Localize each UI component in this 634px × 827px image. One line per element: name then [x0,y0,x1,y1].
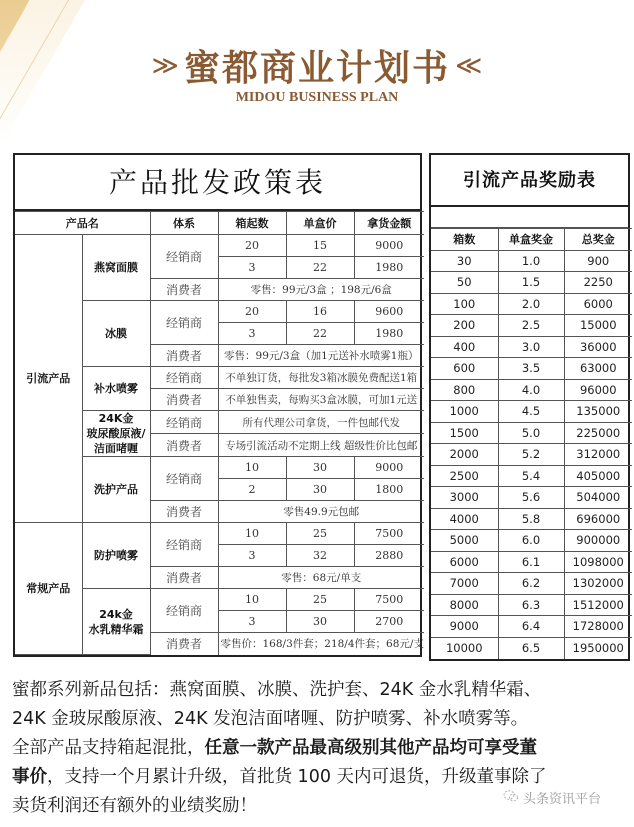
amount: 9000 [354,235,424,257]
table-row [431,272,632,294]
unit-price: 30 [286,457,354,479]
product-name: 燕窝面膜 [82,235,150,301]
col-header-system: 体系 [150,212,218,235]
table-row [431,315,632,337]
table-row [431,293,632,315]
boxes: 7000 [431,573,498,595]
policy-table-title: 产品批发政策表 [15,155,420,211]
total-bonus: 2250 [564,272,632,294]
unit-price: 16 [286,301,354,323]
table-row [431,573,632,595]
product-name-line: 24k金 [99,607,133,621]
total-bonus: 1512000 [564,594,632,616]
product-name: 防护喷雾 [82,523,150,589]
amount: 2880 [354,545,424,567]
page-title: 蜜都商业计划书 [183,47,450,89]
chevron-left-double-icon: ≪ [455,50,483,81]
product-name: 补水喷雾 [82,367,150,411]
boxes: 800 [431,379,498,401]
reward-table-title: 引流产品奖励表 [431,155,628,207]
amount: 9600 [354,301,424,323]
amount: 1980 [354,257,424,279]
min-boxes: 2 [218,479,286,501]
blank-row [431,207,628,228]
system-consumer: 消费者 [150,434,218,457]
consumer-note: 零售价：168/3件套；218/4件套；68元/支 [218,633,424,655]
total-bonus: 36000 [564,336,632,358]
unit-price: 22 [286,257,354,279]
col-header-per-box-bonus: 单盒奖金 [498,229,564,251]
para-line: 24K 金玻尿酸原液、24K 发泡洁面啫喱、防护喷雾、补水喷雾等。 [12,709,529,729]
col-header-boxes: 箱数 [431,229,498,251]
table-row [431,336,632,358]
per-box-bonus: 6.3 [498,594,564,616]
system-dealer: 经销商 [150,301,218,345]
watermark-text: 头条资讯平台 [523,792,602,807]
para-line: 蜜都系列新品包括：燕窝面膜、冰膜、洗护套、24K 金水乳精华霜、 [12,680,542,700]
consumer-note: 零售：68元/单支 [218,567,424,589]
dealer-note: 不单独订货，每批发3箱冰膜免费配送1箱 [218,367,424,389]
col-header-min-boxes: 箱起数 [218,212,286,235]
unit-price: 22 [286,323,354,345]
amount: 7500 [354,589,424,611]
unit-price: 25 [286,589,354,611]
total-bonus: 405000 [564,465,632,487]
system-dealer: 经销商 [150,367,218,389]
product-name: 洗护产品 [82,457,150,523]
para-bold-text: 事价 [12,767,47,787]
product-name-line: 玻尿酸原液/ [86,427,146,440]
table-row [431,487,632,509]
system-consumer: 消费者 [150,389,218,411]
para-text: 全部产品支持箱起混批， [12,738,205,758]
table-row [431,379,632,401]
table-row [431,594,632,616]
per-box-bonus: 3.5 [498,358,564,380]
total-bonus: 900000 [564,530,632,552]
consumer-note: 零售：99元/3盒（加1元送补水喷雾1瓶） [218,345,424,367]
boxes: 400 [431,336,498,358]
total-bonus: 504000 [564,487,632,509]
system-dealer: 经销商 [150,411,218,434]
amount: 1800 [354,479,424,501]
boxes: 200 [431,315,498,337]
system-consumer: 消费者 [150,567,218,589]
min-boxes: 3 [218,323,286,345]
boxes: 600 [431,358,498,380]
per-box-bonus: 4.0 [498,379,564,401]
total-bonus: 696000 [564,508,632,530]
amount: 7500 [354,523,424,545]
table-row [431,508,632,530]
unit-price: 30 [286,611,354,633]
system-consumer: 消费者 [150,279,218,301]
col-header-unit-price: 单盒价 [286,212,354,235]
boxes: 9000 [431,616,498,638]
boxes: 1500 [431,422,498,444]
total-bonus: 225000 [564,422,632,444]
total-bonus: 1302000 [564,573,632,595]
system-consumer: 消费者 [150,501,218,523]
product-name-line: 水乳精华霜 [88,622,144,636]
table-row [15,523,424,545]
unit-price: 32 [286,545,354,567]
system-dealer: 经销商 [150,589,218,633]
table-row [431,444,632,466]
per-box-bonus: 5.2 [498,444,564,466]
per-box-bonus: 6.0 [498,530,564,552]
category-traffic: 引流产品 [15,235,82,523]
min-boxes: 20 [218,301,286,323]
per-box-bonus: 4.5 [498,401,564,423]
total-bonus: 15000 [564,315,632,337]
boxes: 5000 [431,530,498,552]
per-box-bonus: 6.1 [498,551,564,573]
chevron-right-double-icon: ≫ [151,50,179,81]
table-row [431,465,632,487]
system-consumer: 消费者 [150,633,218,655]
boxes: 2000 [431,444,498,466]
category-regular: 常规产品 [15,523,82,655]
total-bonus: 6000 [564,293,632,315]
product-name-line: 洁面啫喱 [94,442,138,455]
unit-price: 30 [286,479,354,501]
boxes: 10000 [431,637,498,659]
table-row [431,551,632,573]
product-name [82,589,150,655]
para-line [12,734,627,763]
per-box-bonus: 1.0 [498,250,564,272]
per-box-bonus: 1.5 [498,272,564,294]
system-dealer: 经销商 [150,523,218,567]
total-bonus: 135000 [564,401,632,423]
para-bold-text: 任意一款产品最高级别其他产品均可享受董 [204,738,537,758]
col-header-product: 产品名 [15,212,150,235]
boxes: 4000 [431,508,498,530]
page-header [0,0,634,130]
product-name: 冰膜 [82,301,150,367]
amount: 9000 [354,457,424,479]
boxes: 2500 [431,465,498,487]
total-bonus: 63000 [564,358,632,380]
consumer-note: 不单独售卖，每购买3盒冰膜，可加1元送 [218,389,424,411]
boxes: 100 [431,293,498,315]
col-header-total-bonus: 总奖金 [564,229,632,251]
boxes: 3000 [431,487,498,509]
consumer-note: 专场引流活动不定期上线 超级性价比包邮 [218,434,424,457]
per-box-bonus: 5.0 [498,422,564,444]
amount: 1980 [354,323,424,345]
min-boxes: 3 [218,257,286,279]
total-bonus: 1728000 [564,616,632,638]
table-row [431,422,632,444]
per-box-bonus: 5.8 [498,508,564,530]
total-bonus: 1950000 [564,637,632,659]
per-box-bonus: 2.0 [498,293,564,315]
per-box-bonus: 5.6 [498,487,564,509]
unit-price: 25 [286,523,354,545]
product-name [82,411,150,457]
boxes: 8000 [431,594,498,616]
min-boxes: 20 [218,235,286,257]
total-bonus: 96000 [564,379,632,401]
boxes: 30 [431,250,498,272]
table-row [431,250,632,272]
table-row [15,235,424,257]
product-name-line: 24K金 [98,412,134,425]
min-boxes: 10 [218,589,286,611]
traffic-reward-table [429,153,630,661]
page-subtitle: MIDOU BUSINESS PLAN [235,90,399,105]
per-box-bonus: 2.5 [498,315,564,337]
min-boxes: 3 [218,545,286,567]
wechat-icon [503,789,519,806]
para-line: 卖货利润还有额外的业绩奖励！ [12,796,257,816]
consumer-note: 零售：99元/3盒 ；198元/6盒 [218,279,424,301]
total-bonus: 312000 [564,444,632,466]
table-row [431,616,632,638]
amount: 2700 [354,611,424,633]
total-bonus: 900 [564,250,632,272]
boxes: 50 [431,272,498,294]
per-box-bonus: 6.4 [498,616,564,638]
unit-price: 15 [286,235,354,257]
dealer-note: 所有代理公司拿货，一件包邮代发 [218,411,424,434]
per-box-bonus: 3.0 [498,336,564,358]
system-dealer: 经销商 [150,235,218,279]
per-box-bonus: 6.2 [498,573,564,595]
consumer-note: 零售49.9元包邮 [218,501,424,523]
wholesale-policy-table [13,153,422,657]
table-row [431,530,632,552]
boxes: 6000 [431,551,498,573]
system-consumer: 消费者 [150,345,218,367]
total-bonus: 1098000 [564,551,632,573]
table-row [431,401,632,423]
col-header-amount: 拿货金额 [354,212,424,235]
watermark [503,788,601,807]
per-box-bonus: 5.4 [498,465,564,487]
per-box-bonus: 6.5 [498,637,564,659]
boxes: 1000 [431,401,498,423]
para-text: ，支持一个月累计升级，首批货 100 天内可退货，升级董事除了 [47,767,547,787]
min-boxes: 10 [218,523,286,545]
min-boxes: 3 [218,611,286,633]
system-dealer: 经销商 [150,457,218,501]
min-boxes: 10 [218,457,286,479]
table-row [431,358,632,380]
table-row [431,637,632,659]
